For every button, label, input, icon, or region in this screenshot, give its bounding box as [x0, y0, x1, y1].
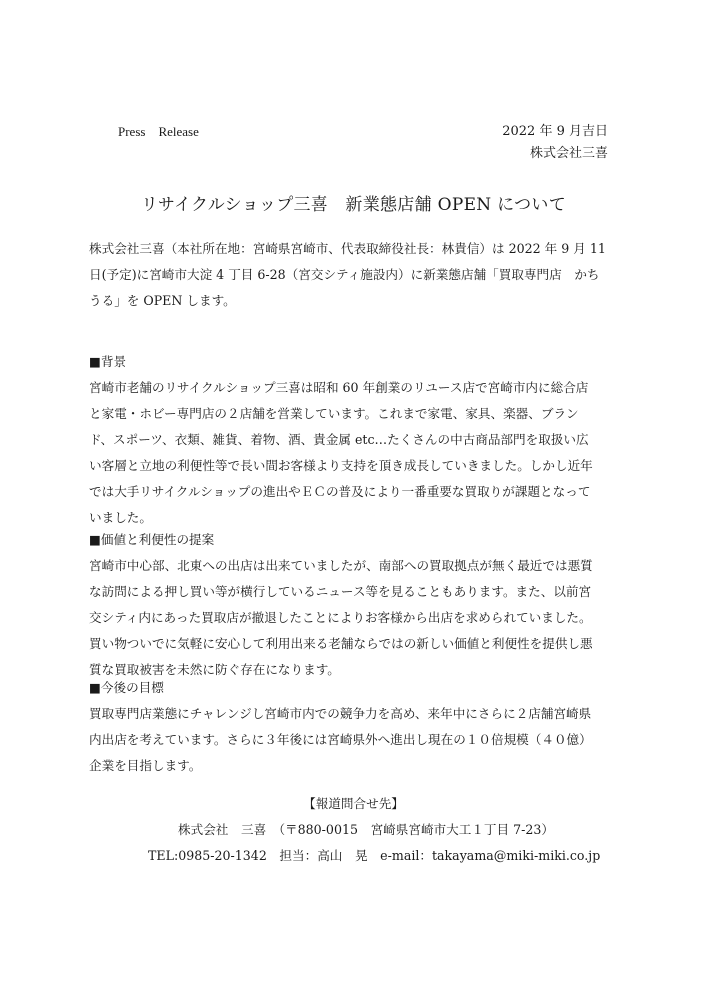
contact-heading: 【報道問合せ先】: [303, 796, 404, 811]
section-line: ド、スポーツ、衣類、雑貨、着物、酒、貴金属 etc…たくさんの中古商品部門を取扱い広: [89, 432, 589, 447]
section-heading: ■今後の目標: [89, 680, 164, 695]
section-line: な訪問による押し買い等が横行しているニュース等を見ることもあります。また、以前宮: [89, 584, 592, 599]
intro-line: 株式会社三喜（本社所在地：宮崎県宮崎市、代表取締役社長：林貴信）は 2022 年 9 月 11: [89, 241, 606, 256]
section-line: 内出店を考えています。さらに３年後には宮崎県外へ進出し現在の１０倍規模（４０億）: [89, 732, 592, 747]
section-line: 宮崎市老舗のリサイクルショップ三喜は昭和 60 年創業のリユース店で宮崎市内に総合店: [89, 380, 589, 395]
section-line: と家電・ホビー専門店の２店舗を営業しています。これまで家電、家具、楽器、ブラン: [89, 406, 579, 421]
intro-paragraph: [89, 236, 621, 314]
company-name: 株式会社三喜: [529, 146, 608, 161]
section-line: 企業を目指します。: [89, 758, 202, 773]
section-line: 交シティ内にあった買取店が撤退したことによりお客様から出店を求められていました。: [89, 610, 592, 625]
header-right: [502, 121, 608, 165]
section-line: では大手リサイクルショップの進出やＥＣの普及により一番重要な買取りが課題となって: [89, 484, 591, 499]
section-future-goals: [89, 675, 621, 779]
section-line: 買取専門店業態にチャレンジし宮崎市内での競争力を高め、来年中にさらに２店舗宮崎県: [89, 706, 592, 721]
section-value-proposal: [89, 527, 621, 683]
document-title: リサイクルショップ三喜 新業態店舗 OPEN について: [140, 195, 567, 215]
intro-line: 日(予定)に宮崎市大淀 4 丁目 6-28（宮交シティ施設内）に新業態店舗「買取専門店 かち: [89, 267, 600, 282]
section-background: [89, 349, 621, 531]
section-line: 質な買取被害を未然に防ぐ存在になります。: [89, 662, 340, 677]
press-contact: [0, 791, 707, 869]
intro-line: うる」を OPEN します。: [89, 293, 236, 308]
section-heading: ■背景: [89, 354, 127, 369]
contact-tel-email: TEL:0985-20-1342 担当：高山 晃 e-mail：takayama@miki-miki.co.jp: [148, 848, 601, 863]
section-line: 買い物ついでに気軽に安心して利用出来る老舗ならではの新しい価値と利便性を提供し悪: [89, 636, 593, 651]
section-line: いました。: [89, 510, 152, 525]
release-date: 2022 年 9 月吉日: [502, 124, 608, 139]
press-release-label: Press Release: [118, 124, 199, 139]
section-heading: ■価値と利便性の提案: [89, 532, 215, 547]
section-line: い客層と立地の利便性等で長い間お客様より支持を頂き成長していきました。しかし近年: [89, 458, 593, 473]
section-line: 宮崎市中心部、北東への出店は出来ていましたが、南部への買取拠点が無く最近では悪質: [89, 558, 593, 573]
contact-company-address: 株式会社 三喜 （〒880-0015 宮崎県宮崎市大工１丁目 7-23）: [178, 822, 554, 837]
